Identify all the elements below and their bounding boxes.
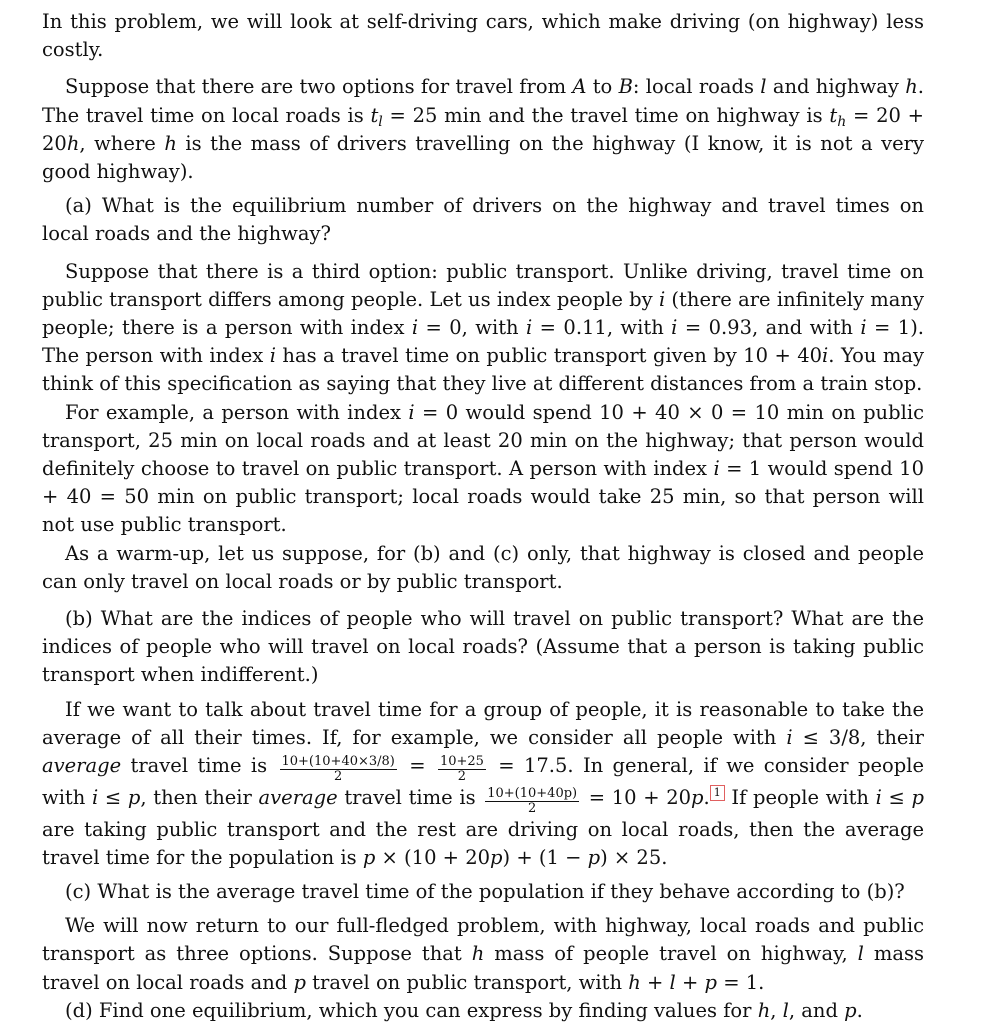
question-d: [42, 997, 924, 1025]
text: to: [586, 75, 619, 99]
var-i: i: [860, 316, 867, 340]
text: =: [399, 754, 435, 778]
var-t: t: [829, 103, 838, 127]
setup-paragraph: [42, 73, 924, 186]
var-p: p: [911, 785, 925, 809]
fraction-numerator: 10+(10+40×3/8): [281, 753, 395, 769]
third-option-paragraph: [42, 258, 924, 399]
document-page: [42, 8, 924, 1025]
text: (d) Find one equilibrium, which you can express by finding values for: [65, 998, 758, 1022]
text: , and: [788, 998, 845, 1022]
var-B: B: [618, 75, 633, 99]
var-i: i: [713, 457, 720, 481]
var-A: A: [572, 75, 587, 99]
var-t: t: [370, 103, 379, 127]
text: = 1 would spend 10 + 40 = 50 min on public transport; local roads would take 25 min, so that person will not use public transport.: [42, 457, 924, 537]
question-b: [42, 605, 924, 690]
text: ) × 25.: [600, 845, 668, 869]
text: ) + (1 −: [502, 845, 588, 869]
text: ≤: [98, 785, 128, 809]
text: (there are infinitely many people; there is a person with index: [42, 287, 924, 340]
full-problem-paragraph: [42, 912, 924, 997]
var-i: i: [786, 725, 793, 749]
text: Suppose that there are two options for travel from: [65, 75, 573, 99]
text: = 0 would spend 10 + 40 × 0 = 10 min on public transport, 25 min on local roads and at least 20 min on the highway; that person would definitely choose to travel on public transport. A person with index: [42, 400, 924, 481]
text: Suppose that there is a third option: public transport. Unlike driving, travel time on public transport differs among people. Let us index people by: [42, 259, 924, 311]
text: . The travel time on local roads is: [42, 75, 924, 127]
text: and highway: [766, 75, 906, 99]
question-a-text: (a) What is the equilibrium number of drivers on the highway and travel times on local roads and the highway?: [42, 194, 924, 246]
text: , then their: [140, 785, 259, 809]
text: . You may think of this specification as saying that they live at different distances from a train stop.: [42, 344, 924, 396]
text: travel time is: [121, 754, 277, 778]
question-c-text: (c) What is the average travel time of the population if they behave according to (b)?: [65, 880, 905, 904]
fraction: [438, 755, 486, 784]
var-i: i: [91, 785, 99, 809]
var-p: p: [587, 845, 601, 869]
text: : local roads: [632, 75, 761, 99]
question-b-text: (b) What are the indices of people who will travel on public transport? What are the indices of people who will travel on local roads? (Assume that a person is taking public transport when indifferent.): [42, 607, 924, 687]
subscript-l: l: [378, 113, 383, 130]
fraction-denominator: 2: [334, 768, 343, 784]
text: travel on public transport, with: [305, 970, 629, 994]
text: has a travel time on public transport given by 10 + 40: [275, 344, 823, 368]
var-p: p: [844, 998, 857, 1022]
var-p: p: [293, 970, 306, 994]
var-h: h: [628, 970, 641, 994]
average-paragraph: [42, 696, 924, 872]
text: travel time is: [337, 785, 483, 809]
text: = 0.11, with: [532, 316, 672, 340]
var-l: l: [782, 998, 789, 1022]
var-i: i: [411, 316, 419, 340]
var-p: p: [490, 845, 503, 869]
text: = 0.93, and with: [677, 316, 861, 340]
var-i: i: [658, 287, 666, 311]
text: = 25 min and the travel time on highway is: [382, 103, 830, 127]
fraction-denominator: 2: [457, 768, 467, 784]
var-p: p: [704, 970, 718, 994]
fraction-denominator: 2: [528, 800, 537, 816]
text: .: [703, 785, 710, 809]
question-a: [42, 192, 924, 248]
text: = 20 + 20: [42, 103, 924, 155]
text: is the mass of drivers travelling on the highway (I know, it is not a very good highway).: [42, 131, 925, 184]
warmup-paragraph: [42, 540, 924, 596]
subscript-h: h: [837, 113, 847, 130]
emphasis-average: average: [42, 754, 122, 778]
warmup-text: As a warm-up, let us suppose, for (b) and (c) only, that highway is closed and people can only travel on local roads or by public transport.: [42, 541, 924, 593]
var-i: i: [269, 344, 276, 368]
text: +: [675, 970, 705, 994]
var-l: l: [760, 75, 767, 99]
var-i: i: [822, 344, 829, 368]
emphasis-average: average: [258, 785, 338, 809]
text: ≤ 3/8, their: [792, 725, 924, 749]
fraction: [280, 755, 397, 784]
var-h: h: [905, 75, 918, 99]
text: +: [640, 970, 670, 994]
text: = 1.: [717, 970, 765, 994]
text: ≤: [881, 785, 912, 809]
fraction: [485, 787, 579, 816]
var-h: h: [164, 131, 177, 155]
text: .: [856, 998, 863, 1022]
text: , where: [79, 131, 165, 155]
fraction-numerator: 10+25: [439, 753, 484, 769]
text: ,: [770, 998, 783, 1022]
text: = 0, with: [418, 316, 527, 340]
text: For example, a person with index: [65, 400, 409, 424]
var-p: p: [362, 845, 376, 869]
var-h: h: [66, 131, 80, 155]
var-i: i: [875, 785, 882, 809]
text: If people with: [724, 785, 876, 809]
var-i: i: [408, 400, 415, 424]
text: are taking public transport and the rest are driving on local roads, then the average travel time for the population is: [42, 817, 924, 869]
var-i: i: [671, 316, 678, 340]
text: = 17.5. In general, if we consider people with: [42, 754, 924, 809]
fraction-numerator: 10+(10+40p): [487, 785, 578, 801]
footnote-link[interactable]: 1: [710, 785, 725, 801]
var-l: l: [669, 970, 676, 994]
text: × (10 + 20: [375, 845, 491, 869]
var-h: h: [757, 998, 771, 1022]
var-p: p: [127, 785, 141, 809]
question-c: [42, 878, 924, 906]
text: We will now return to our full-fledged problem, with highway, local roads and public transport as three options. Suppose that: [42, 914, 924, 966]
text: = 10 + 20: [582, 785, 692, 809]
text: If we want to talk about travel time for a group of people, it is reasonable to take the average of all their times. If, for example, we consider all people with: [42, 697, 924, 749]
var-i: i: [526, 316, 533, 340]
text: mass of people travel on highway,: [484, 942, 858, 966]
var-p: p: [691, 785, 704, 809]
example-paragraph: [42, 399, 924, 540]
var-l: l: [857, 942, 864, 966]
var-h: h: [471, 942, 485, 966]
intro-paragraph: [42, 8, 924, 64]
intro-text: In this problem, we will look at self-driving cars, which make driving (on highway) less costly.: [42, 10, 924, 62]
text: mass travel on local roads and: [42, 942, 924, 994]
text: = 1). The person with index: [42, 316, 924, 368]
